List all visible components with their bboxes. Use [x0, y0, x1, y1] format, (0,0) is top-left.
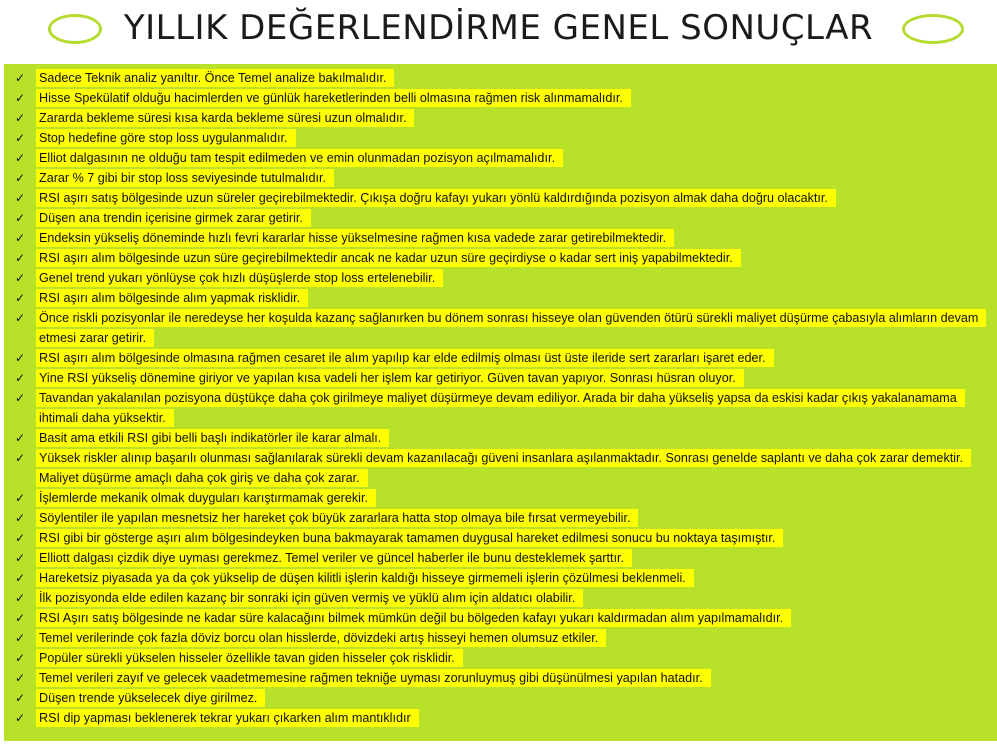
- list-item: [8, 308, 991, 348]
- list-item: [8, 68, 991, 88]
- check-icon: ✓: [14, 271, 26, 285]
- list-item-text: Elliott dalgası çizdik diye uyması gerekmez. Temel veriler ve güncel haberler ile bunu desteklemek şarttır.: [36, 549, 632, 567]
- list-item: [8, 528, 991, 548]
- list-item: [8, 168, 991, 188]
- list-item-text: Önce riskli pozisyonlar ile neredeyse her koşulda kazanç sağlanırken bu dönem sonrası hisseye olan güvenden ötürü sürekli maliyet düşürme çabasıyla alımların devam etmesi zarar getirir.: [36, 309, 986, 347]
- list-item: [8, 708, 991, 728]
- check-icon: ✓: [14, 351, 26, 365]
- check-icon: ✓: [14, 451, 26, 465]
- list-item-text: Yine RSI yükseliş dönemine giriyor ve yapılan kısa vadeli her işlem kar getiriyor. Güven tavan yapıyor. Sonrası hüsran oluyor.: [36, 369, 744, 387]
- list-item: [8, 88, 991, 108]
- list-item-text: RSI gibi bir gösterge aşırı alım bölgesindeyken buna bakmayarak tamamen duygusal hareket edilmesi sonucu bu noktaya taşımıştır.: [36, 529, 783, 547]
- list-item-text: Sadece Teknik analiz yanıltır. Önce Temel analize bakılmalıdır.: [36, 69, 394, 87]
- list-item: [8, 248, 991, 268]
- list-item: [8, 488, 991, 508]
- check-icon: ✓: [14, 151, 26, 165]
- list-item: [8, 508, 991, 528]
- check-icon: ✓: [14, 651, 26, 665]
- list-item-text: Hareketsiz piyasada ya da çok yükselip de düşen kilitli işlerin kaldığı hisseye girmemeli işlerin çözülmesi beklenmeli.: [36, 569, 694, 587]
- oval-ornament-right: [902, 14, 964, 44]
- list-item: [8, 208, 991, 228]
- list-item: [8, 228, 991, 248]
- list-item: [8, 448, 991, 488]
- list-item-text: RSI Aşırı satış bölgesinde ne kadar süre kalacağını bilmek mümkün değil bu bölgeden kafayı yukarı kaldırmadan alım yapılmamalıdır.: [36, 609, 791, 627]
- list-item-text: Basit ama etkili RSI gibi belli başlı indikatörler ile karar almalı.: [36, 429, 389, 447]
- list-item-text: RSI dip yapması beklenerek tekrar yukarı çıkarken alım mantıklıdır: [36, 709, 419, 727]
- check-icon: ✓: [14, 171, 26, 185]
- check-icon: ✓: [14, 631, 26, 645]
- list-item: [8, 368, 991, 388]
- check-icon: ✓: [14, 671, 26, 685]
- check-icon: ✓: [14, 191, 26, 205]
- list-item: [8, 268, 991, 288]
- list-item: [8, 568, 991, 588]
- list-item: [8, 108, 991, 128]
- check-icon: ✓: [14, 531, 26, 545]
- list-item: [8, 128, 991, 148]
- check-icon: ✓: [14, 591, 26, 605]
- list-item-text: Zararda bekleme süresi kısa karda bekleme süresi uzun olmalıdır.: [36, 109, 414, 127]
- list-item: [8, 148, 991, 168]
- list-item-text: Endeksin yükseliş döneminde hızlı fevri kararlar hisse yükselmesine rağmen kısa vadede zarar getirebilmektedir.: [36, 229, 674, 247]
- list-item-text: Söylentiler ile yapılan mesnetsiz her hareket çok büyük zararlara hatta stop olmaya bile fırsat vermeyebilir.: [36, 509, 638, 527]
- list-item-text: Genel trend yukarı yönlüyse çok hızlı düşüşlerde stop loss ertelenebilir.: [36, 269, 443, 287]
- list-item: [8, 188, 991, 208]
- list-item-text: Zarar % 7 gibi bir stop loss seviyesinde tutulmalıdır.: [36, 169, 334, 187]
- check-icon: ✓: [14, 211, 26, 225]
- list-item-text: Temel verilerinde çok fazla döviz borcu olan hisslerde, dövizdeki artış hisseyi hemen olumsuz etkiler.: [36, 629, 606, 647]
- list-item-text: Yüksek riskler alınıp başarılı olunması sağlanılarak sürekli devam kazanılacağı güveni insanlara aşılanmaktadır. Sonrası genelde saplantı ve daha çok zarar demektir. Maliyet düşürme amaçlı daha çok giriş ve daha çok zarar.: [36, 449, 971, 487]
- check-icon: ✓: [14, 511, 26, 525]
- check-icon: ✓: [14, 431, 26, 445]
- list-item-text: Düşen trende yükselecek diye girilmez.: [36, 689, 265, 707]
- header: [0, 0, 997, 64]
- list-item-text: İlk pozisyonda elde edilen kazanç bir sonraki için güven vermiş ve yüklü alım için aldatıcı olabilir.: [36, 589, 583, 607]
- list-item-text: Stop hedefine göre stop loss uygulanmalıdır.: [36, 129, 296, 147]
- check-icon: ✓: [14, 251, 26, 265]
- list-item: [8, 668, 991, 688]
- check-icon: ✓: [14, 131, 26, 145]
- list-item: [8, 548, 991, 568]
- list-item: [8, 628, 991, 648]
- check-icon: ✓: [14, 231, 26, 245]
- list-item: [8, 648, 991, 668]
- check-icon: ✓: [14, 571, 26, 585]
- list-item: [8, 588, 991, 608]
- list-item-text: Temel verileri zayıf ve gelecek vaadetmemesine rağmen tekniğe uyması zorunluymuş gibi düşünülmesi yapılan hatadır.: [36, 669, 711, 687]
- list-item-text: Tavandan yakalanılan pozisyona düştükçe daha çok girilmeye maliyet düşürmeye devam ediliyor. Arada bir daha yükseliş yapsa da eskisi kadar çıkış yakalanamama ihtimali daha yüksektir.: [36, 389, 965, 427]
- check-icon: ✓: [14, 371, 26, 385]
- check-icon: ✓: [14, 311, 26, 325]
- check-icon: ✓: [14, 111, 26, 125]
- check-icon: ✓: [14, 491, 26, 505]
- conclusions-list: [8, 68, 991, 728]
- list-item: [8, 428, 991, 448]
- list-item-text: İşlemlerde mekanik olmak duyguları karıştırmamak gerekir.: [36, 489, 376, 507]
- list-item-text: RSI aşırı alım bölgesinde olmasına rağmen cesaret ile alım yapılıp kar elde edilmiş olması üst üste ileride sert zararları işaret eder.: [36, 349, 774, 367]
- list-item-text: Elliot dalgasının ne olduğu tam tespit edilmeden ve emin olunmadan pozisyon açılmamalıdır.: [36, 149, 563, 167]
- list-item: [8, 608, 991, 628]
- check-icon: ✓: [14, 391, 26, 405]
- list-item: [8, 288, 991, 308]
- check-icon: ✓: [14, 551, 26, 565]
- list-item-text: Popüler sürekli yükselen hisseler özellikle tavan giden hisseler çok risklidir.: [36, 649, 463, 667]
- content-panel: [4, 64, 997, 741]
- list-item-text: RSI aşırı alım bölgesinde uzun süre geçirebilmektedir ancak ne kadar uzun süre geçirdiyse o kadar sert iniş yapabilmektedir.: [36, 249, 741, 267]
- list-item-text: RSI aşırı alım bölgesinde alım yapmak risklidir.: [36, 289, 308, 307]
- page-title: YILLIK DEĞERLENDİRME GENEL SONUÇLAR: [123, 8, 874, 48]
- check-icon: ✓: [14, 691, 26, 705]
- check-icon: ✓: [14, 611, 26, 625]
- check-icon: ✓: [14, 71, 26, 85]
- check-icon: ✓: [14, 711, 26, 725]
- check-icon: ✓: [14, 291, 26, 305]
- list-item-text: Hisse Spekülatif olduğu hacimlerden ve günlük hareketlerinden belli olmasına rağmen risk alınmamalıdır.: [36, 89, 631, 107]
- list-item: [8, 348, 991, 368]
- list-item-text: Düşen ana trendin içerisine girmek zarar getirir.: [36, 209, 311, 227]
- list-item-text: RSI aşırı satış bölgesinde uzun süreler geçirebilmektedir. Çıkışa doğru kafayı yukarı yönlü kaldırdığında pozisyon almak daha doğru olacaktır.: [36, 189, 836, 207]
- check-icon: ✓: [14, 91, 26, 105]
- list-item: [8, 688, 991, 708]
- list-item: [8, 388, 991, 428]
